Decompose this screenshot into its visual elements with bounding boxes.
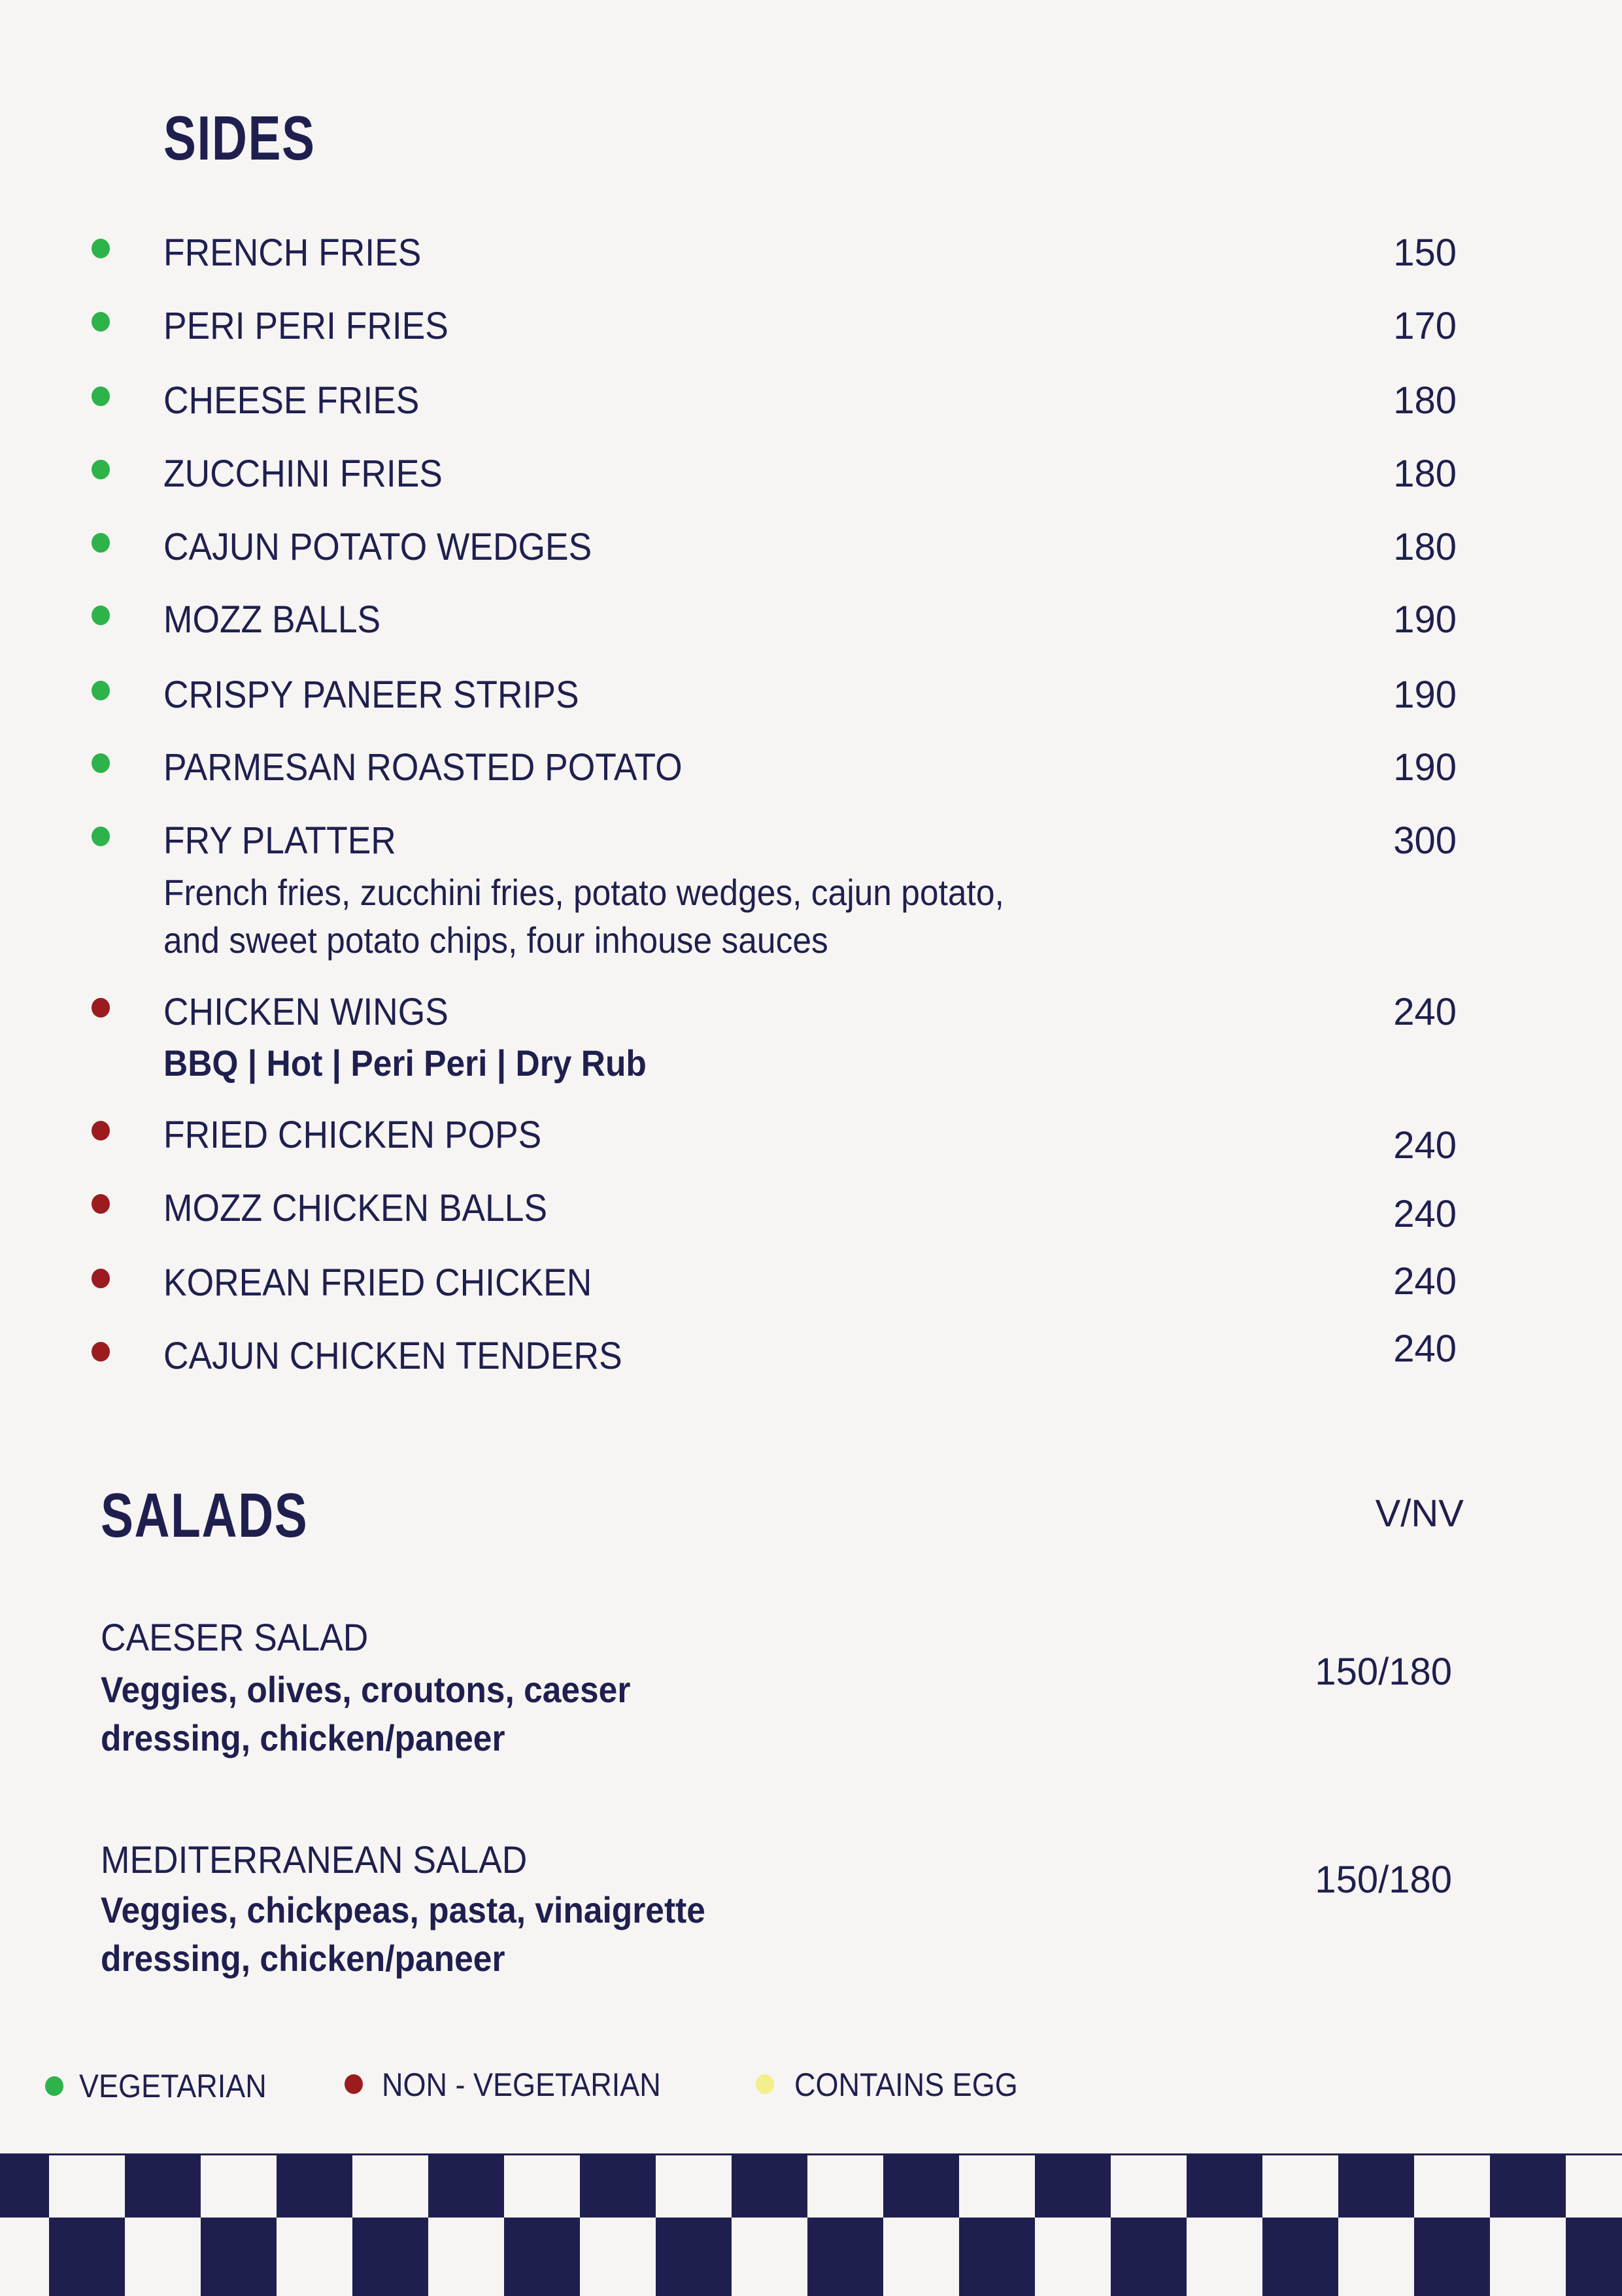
item-price: 240 (1393, 1124, 1457, 1167)
checker-square (656, 2218, 732, 2296)
checker-square (883, 2155, 959, 2218)
salads-heading: SALADS (101, 1481, 309, 1551)
veg-dot-icon (92, 753, 110, 773)
checker-square (1262, 2218, 1338, 2296)
checker-square (807, 2218, 883, 2296)
checker-square (959, 2218, 1035, 2296)
item-name: PARMESAN ROASTED POTATO (163, 746, 683, 789)
item-price: 240 (1393, 1260, 1457, 1303)
item-description: dressing, chicken/paneer (101, 1717, 505, 1758)
item-price: 240 (1393, 991, 1457, 1033)
item-name: KOREAN FRIED CHICKEN (163, 1261, 592, 1304)
nonveg-dot-icon (92, 1121, 110, 1140)
veg-dot-icon (92, 239, 110, 258)
item-description: French fries, zucchini fries, potato wedges, cajun potato, (163, 872, 1004, 913)
nonveg-dot-icon (92, 998, 110, 1018)
item-name: MOZZ BALLS (163, 598, 381, 641)
item-price: 170 (1393, 305, 1457, 347)
veg-dot-icon (92, 312, 110, 332)
checker-square (504, 2218, 580, 2296)
item-description: Veggies, chickpeas, pasta, vinaigrette (101, 1889, 705, 1930)
nonveg-dot-icon (345, 2074, 363, 2094)
item-name: MEDITERRANEAN SALAD (101, 1839, 528, 1881)
item-name: MOZZ CHICKEN BALLS (163, 1187, 548, 1229)
checker-square (428, 2155, 504, 2218)
item-name: FRENCH FRIES (163, 231, 422, 274)
item-price: 150/180 (1315, 1651, 1452, 1693)
item-name: CHICKEN WINGS (163, 991, 448, 1033)
veg-dot-icon (45, 2076, 63, 2096)
item-name: CAJUN CHICKEN TENDERS (163, 1335, 622, 1377)
checker-square (1490, 2155, 1566, 2218)
checker-square (125, 2155, 201, 2218)
item-price: 300 (1393, 819, 1457, 862)
item-name: FRY PLATTER (163, 819, 396, 862)
veg-dot-icon (92, 827, 110, 846)
checker-square (0, 2155, 49, 2218)
checker-square (1111, 2218, 1187, 2296)
item-price: 150 (1393, 231, 1457, 274)
nonveg-dot-icon (92, 1269, 110, 1288)
nonveg-dot-icon (92, 1194, 110, 1214)
item-price: 190 (1393, 598, 1457, 641)
checker-square (1566, 2218, 1622, 2296)
item-name: PERI PERI FRIES (163, 305, 448, 347)
checker-square (1414, 2218, 1490, 2296)
item-price: 180 (1393, 526, 1457, 568)
sides-heading: SIDES (163, 103, 316, 173)
item-description: BBQ | Hot | Peri Peri | Dry Rub (163, 1042, 647, 1084)
item-description: and sweet potato chips, four inhouse sauces (163, 919, 828, 961)
item-price: 150/180 (1315, 1859, 1452, 1901)
veg-dot-icon (92, 386, 110, 406)
item-description: Veggies, olives, croutons, caeser (101, 1669, 631, 1710)
checker-square (1187, 2155, 1262, 2218)
item-name: FRIED CHICKEN POPS (163, 1114, 542, 1156)
legend-nonveg: NON - VEGETARIAN (382, 2066, 661, 2103)
veg-dot-icon (92, 606, 110, 625)
item-name: CAESER SALAD (101, 1617, 369, 1659)
item-price: 190 (1393, 746, 1457, 789)
checker-square (49, 2218, 125, 2296)
veg-dot-icon (92, 460, 110, 479)
checker-square (580, 2155, 656, 2218)
item-description: dressing, chicken/paneer (101, 1938, 505, 1979)
veg-dot-icon (92, 681, 110, 700)
egg-dot-icon (756, 2074, 774, 2094)
item-price: 180 (1393, 379, 1457, 422)
checker-square (1338, 2155, 1414, 2218)
checker-square (352, 2218, 428, 2296)
item-price: 240 (1393, 1193, 1457, 1235)
item-name: ZUCCHINI FRIES (163, 453, 443, 495)
checker-square (1035, 2155, 1111, 2218)
vnv-label: V/NV (1375, 1492, 1464, 1535)
item-price: 180 (1393, 453, 1457, 495)
legend-egg: CONTAINS EGG (794, 2066, 1018, 2103)
item-name: CAJUN POTATO WEDGES (163, 526, 592, 568)
checker-square (732, 2155, 807, 2218)
item-name: CHEESE FRIES (163, 379, 420, 422)
checker-square (277, 2155, 352, 2218)
item-name: CRISPY PANEER STRIPS (163, 674, 579, 716)
veg-dot-icon (92, 533, 110, 553)
legend-veg: VEGETARIAN (79, 2068, 267, 2104)
checkered-border (0, 2153, 1622, 2296)
checker-square (201, 2218, 277, 2296)
nonveg-dot-icon (92, 1342, 110, 1362)
item-price: 190 (1393, 674, 1457, 716)
item-price: 240 (1393, 1328, 1457, 1370)
